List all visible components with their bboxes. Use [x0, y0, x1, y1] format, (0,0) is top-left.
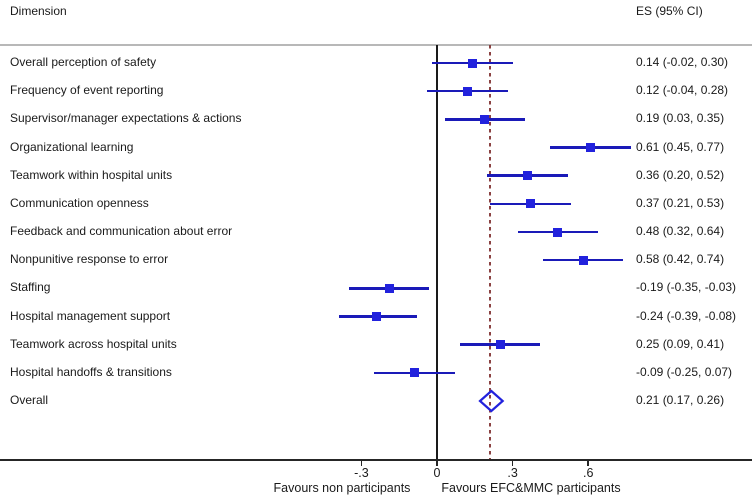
effect-size-square-marker: [586, 143, 595, 152]
effect-size-value: 0.48 (0.32, 0.64): [636, 224, 725, 239]
effect-size-value: 0.61 (0.45, 0.77): [636, 139, 725, 154]
effect-size-square-marker: [579, 256, 588, 265]
row-dimension-label: Frequency of event reporting: [10, 83, 164, 98]
row-dimension-label: Feedback and communication about error: [10, 224, 233, 239]
effect-size-square-marker: [496, 340, 505, 349]
row-dimension-label: Overall: [10, 393, 49, 408]
row-dimension-label: Hospital management support: [10, 308, 171, 323]
row-dimension-label: Communication openness: [10, 195, 149, 210]
row-dimension-label: Hospital handoffs & transitions: [10, 364, 172, 379]
effect-size-square-marker: [523, 171, 532, 180]
effect-size-value: 0.12 (-0.04, 0.28): [636, 83, 729, 98]
effect-size-value: 0.37 (0.21, 0.53): [636, 195, 725, 210]
row-dimension-label: Organizational learning: [10, 139, 134, 154]
effect-size-value: -0.19 (-0.35, -0.03): [636, 280, 737, 295]
x-axis-tick-label: .3: [507, 466, 518, 480]
effect-size-value: -0.09 (-0.25, 0.07): [636, 364, 733, 379]
effect-size-square-marker: [410, 368, 419, 377]
header-divider-rule: [0, 44, 752, 46]
row-dimension-label: Staffing: [10, 280, 51, 295]
row-dimension-label: Nonpunitive response to error: [10, 252, 169, 267]
effect-size-square-marker: [468, 59, 477, 68]
effect-size-value: 0.19 (0.03, 0.35): [636, 111, 725, 126]
favours-right-label: Favours EFC&MMC participants: [441, 481, 621, 495]
overall-diamond-marker: [478, 389, 505, 413]
row-dimension-label: Teamwork within hospital units: [10, 167, 173, 182]
row-dimension-label: Overall perception of safety: [10, 55, 157, 69]
effect-size-value: 0.25 (0.09, 0.41): [636, 336, 725, 351]
x-axis-tick-label: 0: [433, 466, 441, 480]
effect-size-square-marker: [553, 228, 562, 237]
x-axis-tick-label: .6: [582, 466, 594, 480]
effect-size-square-marker: [385, 284, 394, 293]
zero-reference-line: [436, 45, 438, 459]
column-header-es-ci: ES (95% CI): [636, 4, 703, 18]
effect-size-value: -0.24 (-0.39, -0.08): [636, 308, 737, 323]
effect-size-value: 0.14 (-0.02, 0.30): [636, 55, 729, 69]
x-axis-line: [0, 459, 752, 461]
effect-size-value: 0.58 (0.42, 0.74): [636, 252, 725, 267]
column-header-dimension: Dimension: [10, 4, 67, 18]
effect-size-square-marker: [480, 115, 489, 124]
row-dimension-label: Teamwork across hospital units: [10, 336, 177, 351]
row-dimension-label: Supervisor/manager expectations & actions: [10, 111, 242, 126]
effect-size-square-marker: [526, 199, 535, 208]
favours-left-label: Favours non participants: [273, 481, 411, 495]
effect-size-square-marker: [372, 312, 381, 321]
effect-size-value: 0.36 (0.20, 0.52): [636, 167, 725, 182]
effect-size-square-marker: [463, 87, 472, 96]
x-axis-tick-label: -.3: [354, 466, 369, 480]
effect-size-value: 0.21 (0.17, 0.26): [636, 393, 725, 408]
